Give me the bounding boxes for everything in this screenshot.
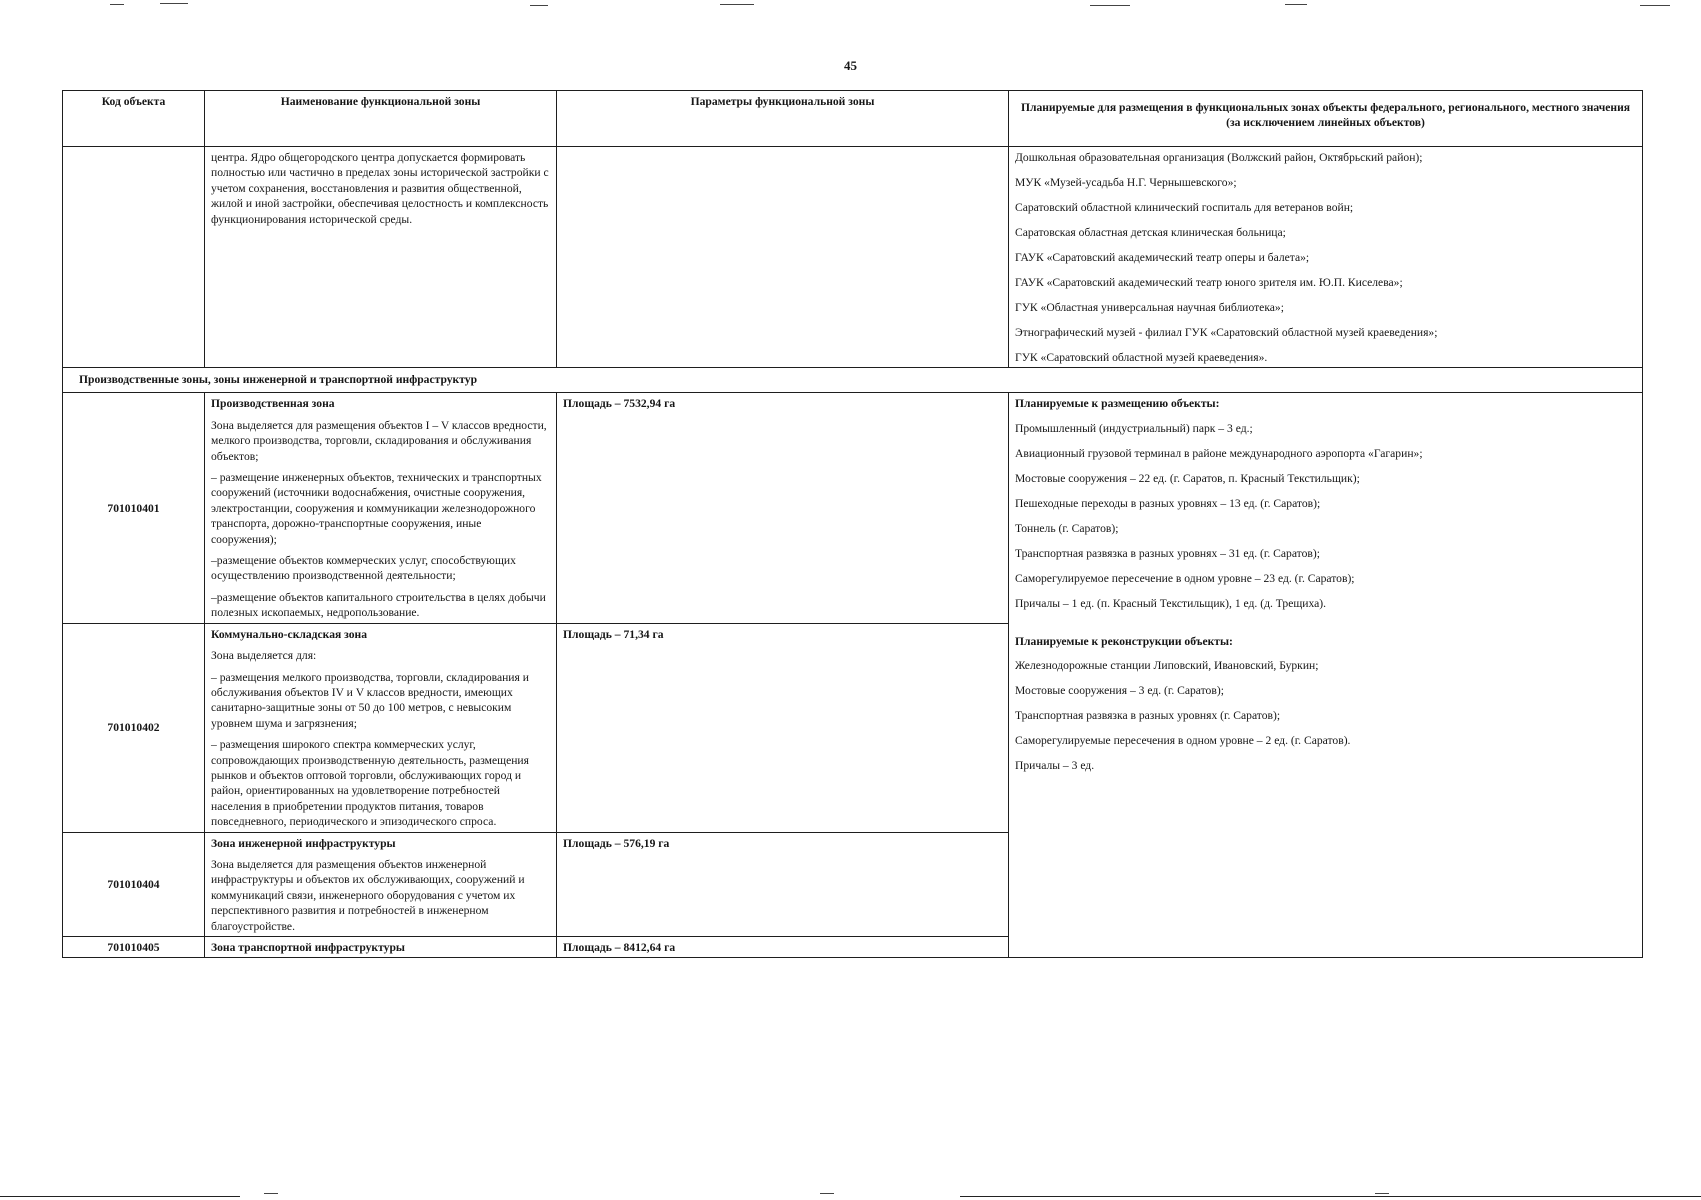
placement-heading: Планируемые к размещению объекты: <box>1015 397 1220 411</box>
reconstruction-heading: Планируемые к реконструкции объекты: <box>1015 634 1233 648</box>
zone-title: Производственная зона <box>211 397 335 411</box>
scan-artifact <box>0 1196 240 1197</box>
scan-artifact <box>264 1193 278 1194</box>
zone-area: Площадь – 576,19 га <box>557 832 1009 936</box>
scan-artifact <box>820 1193 834 1194</box>
header-code: Код объекта <box>63 91 205 147</box>
list-item: Тоннель (г. Саратов); <box>1015 521 1119 535</box>
table-row-701010401 <box>63 393 1643 623</box>
zone-paragraph: –размещение объектов капитального строительства в целях добычи полезных ископаемых, недропользование. <box>211 590 546 620</box>
list-item: Причалы – 1 ед. (п. Красный Текстильщик), 1 ед. (д. Трещиха). <box>1015 596 1327 610</box>
code-cell <box>63 147 205 368</box>
planned-objects-cell <box>1009 393 1643 958</box>
list-item: ГАУК «Саратовский академический театр юного зрителя им. Ю.П. Киселева»; <box>1015 276 1403 289</box>
zone-title: Зона транспортной инфраструктуры <box>211 941 405 954</box>
scan-artifact <box>1375 1193 1389 1194</box>
zone-title: Зона инженерной инфраструктуры <box>211 836 396 850</box>
object-code: 701010404 <box>63 832 205 936</box>
list-item: Мостовые сооружения – 3 ед. (г. Саратов); <box>1015 684 1224 698</box>
scan-artifact <box>1090 5 1130 6</box>
list-item: Транспортная развязка в разных уровнях – 31 ед. (г. Саратов); <box>1015 546 1320 560</box>
list-item: МУК «Музей-усадьба Н.Г. Чернышевского»; <box>1015 176 1237 189</box>
list-item: Саморегулируемое пересечение в одном уровне – 23 ед. (г. Саратов); <box>1015 571 1355 585</box>
zone-paragraph: Зона выделяется для размещения объектов I – V классов вредности, мелкого производства, торговли, складирования и обслуживания объектов; <box>211 418 547 463</box>
scan-artifact <box>960 1196 1701 1197</box>
scan-artifact <box>530 5 548 6</box>
header-zone-name: Наименование функциональной зоны <box>205 91 557 147</box>
list-item: ГУК «Областная универсальная научная библиотека»; <box>1015 301 1284 314</box>
header-zone-params: Параметры функциональной зоны <box>557 91 1009 147</box>
zone-paragraph: –размещение объектов коммерческих услуг, способствующих осуществлению производственной деятельности; <box>211 554 516 583</box>
zone-name-cell <box>205 393 557 623</box>
scan-artifact <box>1285 4 1307 5</box>
scan-artifact <box>110 4 124 5</box>
zone-description: центра. Ядро общегородского центра допускается формировать полностью или частично в пределах зоны исторической застройки с учетом сохранения, восстановления и развития общественной, жилой и иной застройки, обеспечивая целостность и комплексность функционирования исторической среды. <box>211 151 549 226</box>
zone-title: Коммунально-складская зона <box>211 627 368 641</box>
list-item: Причалы – 3 ед. <box>1015 759 1095 773</box>
zone-paragraph: – размещения мелкого производства, торговли, складирования и обслуживания объектов IV и V классов вредности, имеющих санитарно-защитные зоны от 50 до 100 метров, с невысоким уровнем шума и загрязнения; <box>211 670 529 730</box>
list-item: Этнографический музей - филиал ГУК «Саратовский областной музей краеведения»; <box>1015 326 1438 339</box>
object-code: 701010401 <box>63 393 205 623</box>
list-item: Железнодорожные станции Липовский, Ивановский, Буркин; <box>1015 659 1319 673</box>
object-code: 701010402 <box>63 623 205 832</box>
zone-area: Площадь – 8412,64 га <box>557 937 1009 958</box>
section-title: Производственные зоны, зоны инженерной и транспортной инфраструктур <box>63 368 1643 393</box>
list-item: Мостовые сооружения – 22 ед. (г. Саратов, п. Красный Текстильщик); <box>1015 471 1360 485</box>
list-item: Авиационный грузовой терминал в районе международного аэропорта «Гагарин»; <box>1015 446 1423 460</box>
spacer <box>1015 621 1636 634</box>
zone-paragraph: – размещения широкого спектра коммерческих услуг, сопровождающих производственную деятельность, размещения рынков и объектов оптовой торговли, обслуживающих город и район, ориентированных на удовлетворение потребностей населения в приобретении продуктов питания, товаров повседневного, периодического и эпизодического спроса. <box>211 738 529 829</box>
zone-area: Площадь – 7532,94 га <box>557 393 1009 623</box>
page-number: 45 <box>844 58 857 73</box>
list-item: Саратовский областной клинический госпиталь для ветеранов войн; <box>1015 201 1354 214</box>
list-item: ГАУК «Саратовский академический театр оперы и балета»; <box>1015 251 1310 264</box>
zone-description-cell <box>205 147 557 368</box>
zone-paragraph: Зона выделяется для: <box>211 649 317 663</box>
zone-paragraph: – размещение инженерных объектов, технических и транспортных сооружений (источники водоснабжения, очистные сооружения, электростанции, сооружения и коммуникации железнодорожного транспорта, дорожно-транспортные сооружения, иные сооружения); <box>211 471 542 546</box>
scan-artifact <box>1640 5 1670 6</box>
header-planned-objects: Планируемые для размещения в функциональных зонах объекты федерального, регионального, местного значения (за исключением линейных объектов) <box>1009 91 1643 147</box>
list-item: ГУК «Саратовский областной музей краеведения». <box>1015 351 1268 364</box>
section-row <box>63 368 1643 393</box>
list-item: Саморегулируемые пересечения в одном уровне – 2 ед. (г. Саратов). <box>1015 734 1351 748</box>
list-item: Саратовская областная детская клиническая больница; <box>1015 226 1286 239</box>
scan-artifact <box>720 4 754 5</box>
list-item: Дошкольная образовательная организация (Волжский район, Октябрьский район); <box>1015 151 1423 164</box>
params-cell <box>557 147 1009 368</box>
zone-name-cell <box>205 937 557 958</box>
zone-name-cell <box>205 832 557 936</box>
zone-paragraph: Зона выделяется для размещения объектов инженерной инфраструктуры и объектов их обслуживающих, сооружений и коммуникаций связи, инженерного оборудования с учетом их перспективного развития и потребностей в инженерном благоустройстве. <box>211 857 525 933</box>
zone-area: Площадь – 71,34 га <box>557 623 1009 832</box>
list-item: Пешеходные переходы в разных уровнях – 13 ед. (г. Саратов); <box>1015 496 1321 510</box>
scan-artifact <box>160 3 188 4</box>
functional-zones-table <box>62 90 1643 958</box>
table-row <box>63 147 1643 368</box>
zone-name-cell <box>205 623 557 832</box>
list-item: Промышленный (индустриальный) парк – 3 ед.; <box>1015 421 1253 435</box>
object-code: 701010405 <box>63 937 205 958</box>
list-item: Транспортная развязка в разных уровнях (г. Саратов); <box>1015 709 1281 723</box>
planned-objects-cell <box>1009 147 1643 368</box>
table-header-row <box>63 91 1643 147</box>
